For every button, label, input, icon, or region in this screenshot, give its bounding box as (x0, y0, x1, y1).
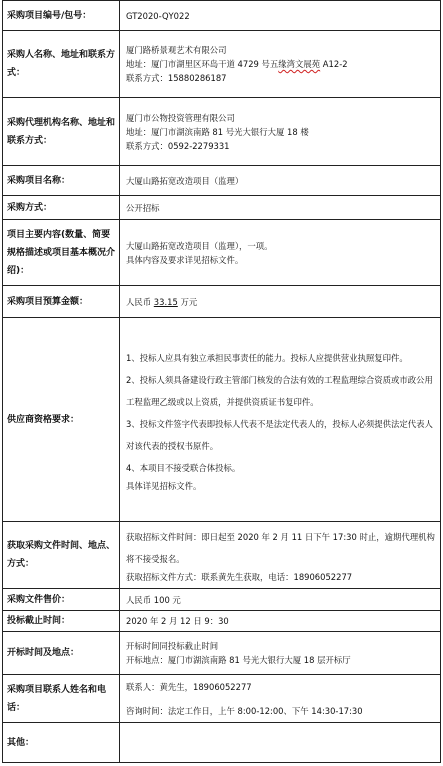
value-opening (120, 632, 441, 675)
row-price (3, 589, 441, 611)
label-method: 采购方式： (3, 196, 120, 220)
purchaser-name: 厦门路桥景观艺术有限公司 (126, 45, 227, 55)
label-agency: 采购代理机构名称、地址和联系方式： (3, 98, 120, 166)
value-contact (120, 675, 441, 723)
opening-line-1: 开标时间同投标截止时间 (126, 641, 219, 651)
value-budget (120, 286, 441, 318)
purchaser-phone: 联系方式：15880286187 (126, 73, 227, 83)
row-project-no (3, 1, 441, 31)
label-content: 项目主要内容(数量、简要规格描述或项目基本概况介绍)： (3, 220, 120, 286)
label-budget: 采购项目预算金额： (3, 286, 120, 318)
obtain-line-2: 获取招标文件方式：联系黄先生获取，电话：18906052277 (126, 572, 353, 582)
label-price: 采购文件售价： (3, 589, 120, 611)
qualification-item-2: 2、投标人须具备建设行政主管部门核发的合法有效的工程监理综合资质或市政公用工程监理乙级或以上资质，并提供资质证书复印件。 (126, 374, 433, 407)
label-other: 其他： (3, 723, 120, 763)
qualification-item-3: 3、投标文件签字代表即投标人代表不是法定代表人的，投标人必须提供法定代表人对该代表的授权书原件。 (126, 418, 433, 451)
row-budget (3, 286, 441, 318)
row-method (3, 196, 441, 220)
qualification-item-4: 4、本项目不接受联合体投标。 (126, 462, 241, 473)
obtain-line-1: 获取招标文件时间：即日起至 2020 年 2 月 11 日下午 17:30 时止，逾期代理机构将不接受报名。 (126, 532, 435, 564)
label-contact: 采购项目联系人姓名和电话： (3, 675, 120, 723)
announcement-table (2, 0, 441, 763)
value-other (120, 723, 441, 763)
row-contact (3, 675, 441, 723)
value-purchaser (120, 31, 441, 98)
purchaser-address-prefix: 地址：厦门市湖里区环岛干道 4729 号五 (126, 59, 279, 69)
budget-amount: 33.15 (153, 296, 178, 307)
purchaser-address (126, 57, 436, 71)
label-qualification: 供应商资格要求： (3, 318, 120, 522)
value-content (120, 220, 441, 286)
purchaser-address-suffix: A12-2 (320, 59, 348, 69)
contact-line-2: 咨询时间：法定工作日，上午 8:00-12:00、下午 14:30-17:30 (126, 705, 363, 716)
row-purchaser (3, 31, 441, 98)
row-obtain (3, 522, 441, 589)
value-obtain (120, 522, 441, 589)
row-other (3, 723, 441, 763)
value-deadline: 2020 年 2 月 12 日 9：30 (120, 611, 441, 632)
purchaser-address-wavy: 缘湾文展苑 (278, 59, 321, 69)
value-agency (120, 98, 441, 166)
row-agency (3, 98, 441, 166)
agency-phone: 联系方式：0592-2279331 (126, 140, 230, 151)
opening-line-2: 开标地点：厦门市湖滨南路 81 号光大银行大厦 18 层开标厅 (126, 655, 351, 665)
label-purchaser: 采购人名称、地址和联系方式： (3, 31, 120, 98)
row-content (3, 220, 441, 286)
value-method: 公开招标 (120, 196, 441, 220)
budget-unit: 万元 (177, 296, 198, 307)
value-project-no: GT2020-QY022 (120, 1, 441, 31)
row-qualification (3, 318, 441, 522)
label-deadline: 投标截止时间： (3, 611, 120, 632)
qualification-item-1: 1、投标人应具有独立承担民事责任的能力。投标人应提供营业执照复印件。 (126, 352, 408, 363)
row-project-name (3, 166, 441, 196)
content-line-1: 大厦山路拓宽改造项目（监理），一项。 (126, 240, 273, 251)
value-project-name: 大厦山路拓宽改造项目（监理） (120, 166, 441, 196)
label-opening: 开标时间及地点： (3, 632, 120, 675)
label-project-no: 采购项目编号/包号： (3, 1, 120, 31)
agency-address: 地址：厦门市湖滨南路 81 号光大银行大厦 18 楼 (126, 126, 309, 137)
contact-line-1: 联系人：黄先生，18906052277 (126, 681, 252, 692)
value-price: 人民币 100 元 (120, 589, 441, 611)
row-deadline (3, 611, 441, 632)
budget-prefix: 人民币 (126, 296, 154, 307)
label-project-name: 采购项目名称： (3, 166, 120, 196)
value-qualification (120, 318, 441, 522)
agency-name: 厦门市公物投资管理有限公司 (126, 112, 235, 123)
qualification-item-5: 具体详见招标文件。 (126, 480, 202, 491)
row-opening (3, 632, 441, 675)
content-line-2: 具体内容及要求详见招标文件。 (126, 254, 244, 265)
label-obtain: 获取采购文件时间、地点、方式： (3, 522, 120, 589)
